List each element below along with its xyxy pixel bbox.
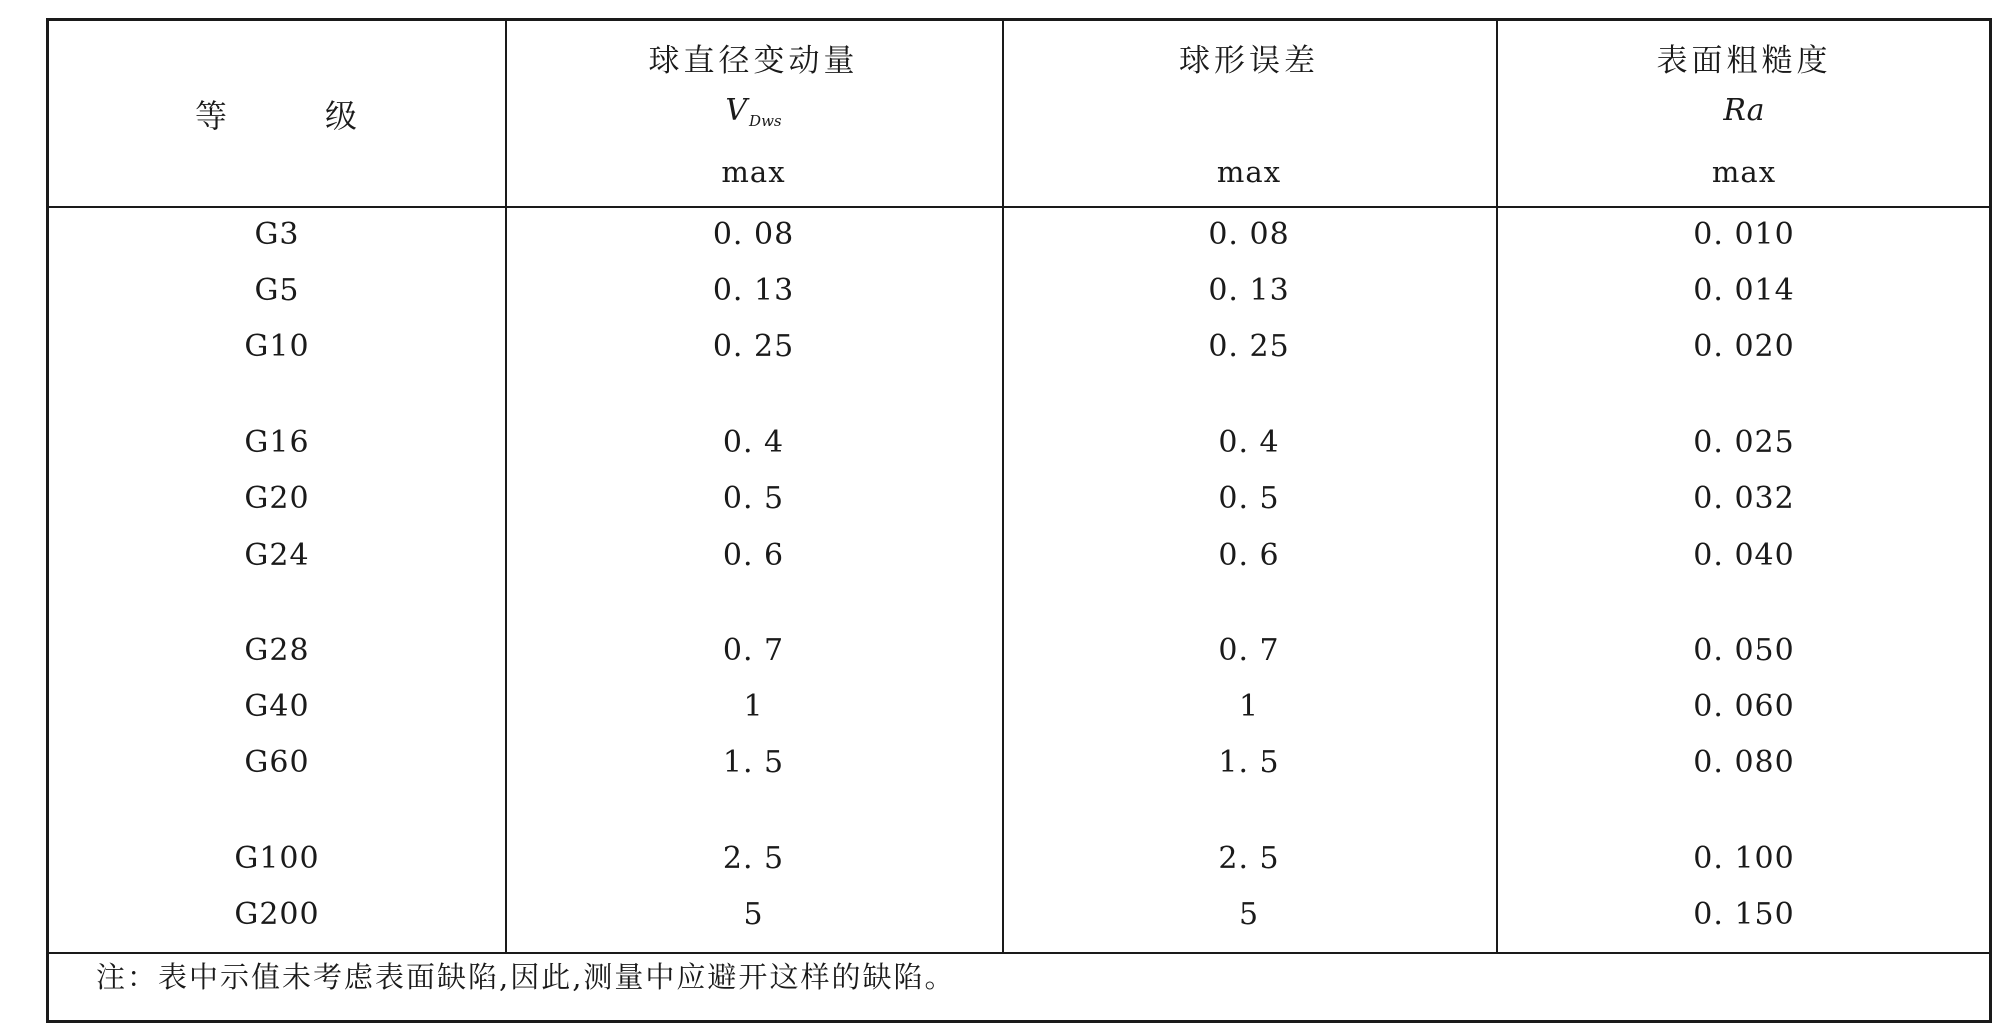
cell-roughness: 0. 060 (1693, 689, 1795, 724)
cell-diameter-variation: 0. 13 (712, 273, 795, 308)
cell-sphericity: 1. 5 (1218, 745, 1280, 780)
cell-grade: G16 (244, 425, 310, 460)
cell-sphericity: 0. 7 (1218, 633, 1280, 668)
table-note: 注：表中示值未考虑表面缺陷,因此,测量中应避开这样的缺陷。 (96, 960, 956, 994)
cell-roughness: 0. 014 (1693, 273, 1795, 308)
cell-grade: G24 (244, 538, 310, 573)
cell-grade: G60 (244, 745, 310, 780)
cell-sphericity: 0. 5 (1218, 481, 1280, 516)
cell-sphericity: 1 (1238, 689, 1260, 724)
header-grade-char2: 级 (325, 97, 360, 135)
cell-sphericity: 0. 25 (1208, 329, 1290, 364)
cell-diameter-variation: 1 (743, 689, 764, 724)
header-sphericity-unit: max (1216, 155, 1282, 189)
cell-diameter-variation: 0. 7 (722, 633, 785, 668)
cell-diameter-variation: 5 (743, 897, 764, 932)
cell-grade: G20 (244, 481, 310, 516)
cell-diameter-variation: 0. 4 (722, 425, 785, 460)
header-roughness-title: 表面粗糙度 (1656, 43, 1832, 79)
cell-roughness: 0. 150 (1693, 897, 1795, 932)
cell-roughness: 0. 100 (1693, 841, 1795, 876)
cell-sphericity: 2. 5 (1218, 841, 1280, 876)
cell-grade: G5 (254, 273, 300, 308)
cell-sphericity: 0. 13 (1208, 273, 1290, 308)
header-roughness-symbol: Ra (1723, 93, 1765, 128)
header-roughness-unit: max (1711, 155, 1777, 189)
cell-sphericity: 0. 08 (1208, 217, 1290, 252)
cell-diameter-variation: 1. 5 (722, 745, 785, 780)
header-sphericity-title: 球形误差 (1179, 43, 1319, 79)
cell-roughness: 0. 010 (1693, 217, 1795, 252)
header-diameter-variation-title: 球直径变动量 (648, 43, 859, 79)
cell-grade: G100 (234, 841, 320, 876)
cell-sphericity: 5 (1238, 897, 1260, 932)
cell-grade: G3 (254, 217, 300, 252)
cell-diameter-variation: 0. 5 (722, 481, 785, 516)
cell-grade: G40 (244, 689, 310, 724)
cell-sphericity: 0. 6 (1218, 538, 1280, 573)
cell-roughness: 0. 040 (1693, 538, 1795, 573)
cell-diameter-variation: 0. 25 (712, 329, 795, 364)
cell-grade: G28 (244, 633, 310, 668)
cell-roughness: 0. 050 (1693, 633, 1795, 668)
cell-diameter-variation: 0. 6 (722, 538, 785, 573)
cell-grade: G10 (244, 329, 310, 364)
header-grade (49, 91, 505, 137)
note-separator (49, 952, 1989, 954)
cell-grade: G200 (234, 897, 320, 932)
cell-roughness: 0. 032 (1693, 481, 1795, 516)
header-diameter-variation-symbol: V $_{Dws}$ (725, 93, 782, 130)
cell-roughness: 0. 025 (1693, 425, 1795, 460)
header-separator (49, 206, 1989, 208)
cell-diameter-variation: 2. 5 (722, 841, 785, 876)
cell-roughness: 0. 020 (1693, 329, 1795, 364)
cell-roughness: 0. 080 (1693, 745, 1795, 780)
header-grade-char1: 等 (194, 97, 229, 135)
cell-sphericity: 0. 4 (1218, 425, 1280, 460)
header-diameter-variation-unit: max (721, 155, 786, 189)
cell-diameter-variation: 0. 08 (712, 217, 795, 252)
tolerance-table (46, 18, 1992, 1023)
